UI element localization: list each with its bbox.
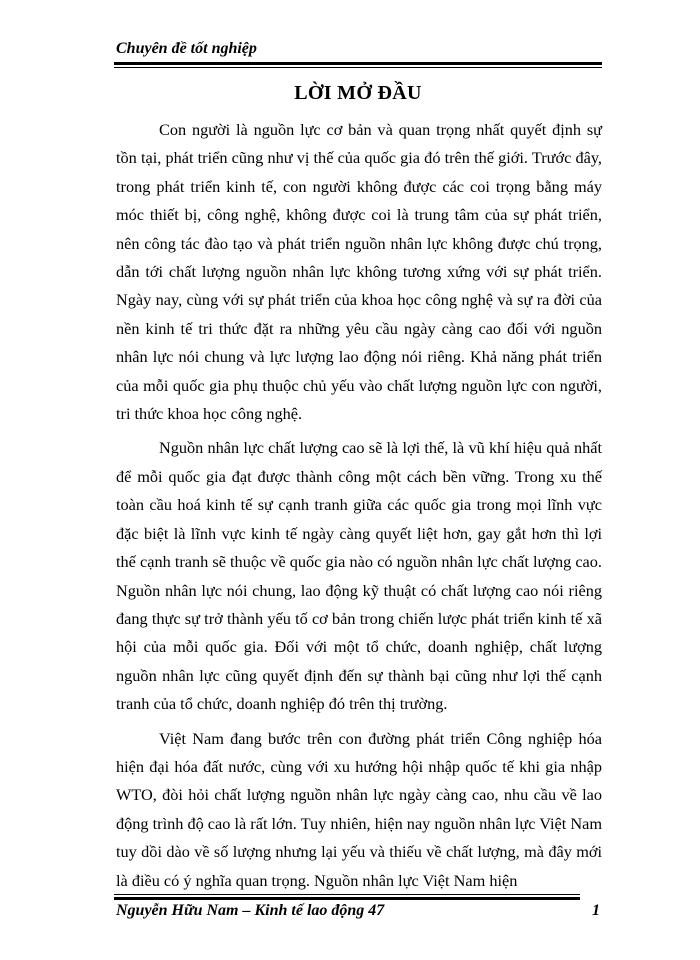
header-rule	[114, 62, 602, 65]
footer-rule	[114, 897, 580, 900]
page-title: LỜI MỞ ĐẦU	[294, 82, 422, 104]
footer-rule-thin	[114, 894, 580, 895]
paragraph: Việt Nam đang bước trên con đường phát triển Công nghiệp hóa hiện đại hóa đất nước, cùng với xu hướng hội nhập quốc tế khi gia nhập WTO, đòi hỏi chất lượng nguồn nhân lực ngày càng cao, nhu cầu về lao động trình độ cao là rất lớn. Tuy nhiên, hiện nay nguồn nhân lực Việt Nam tuy dồi dào về số lượng nhưng lại yếu và thiếu về chất lượng, mà đây mới là điều có ý nghĩa quan trọng. Nguồn nhân lực Việt Nam hiện	[116, 728, 602, 890]
paragraph: Con người là nguồn lực cơ bản và quan trọng nhất quyết định sự tồn tại, phát triển cũng như vị thế của quốc gia đó trên thế giới. Trước đây, trong phát triển kinh tế, con người không được các coi trọng bằng máy móc thiết bị, công nghệ, không được coi là trung tâm của sự phát triển, nên công tác đào tạo và phát triển nguồn nhân lực không được chú trọng, dẫn tới chất lượng nguồn nhân lực không tương xứng với sự phát triển. Ngày nay, cùng với sự phát triển của khoa học công nghệ và sự ra đời của nền kinh tế tri thức đặt ra những yêu cầu ngày càng cao đối với nguồn nhân lực nói chung và lực lượng lao động nói riêng. Khả năng phát triển của mỗi quốc gia phụ thuộc chủ yếu vào chất lượng nguồn lực con người, tri thức khoa học công nghệ.	[116, 120, 602, 424]
footer-author: Nguyễn Hữu Nam – Kinh tế lao động 47	[116, 902, 385, 919]
body-text	[116, 116, 602, 901]
page-number: 1	[592, 902, 600, 919]
paragraph: Nguồn nhân lực chất lượng cao sẽ là lợi thế, là vũ khí hiệu quả nhất để mỗi quốc gia đạt được thành công một cách bền vững. Trong xu thế toàn cầu hoá kinh tế sự cạnh tranh giữa các quốc gia trong mọi lĩnh vực đặc biệt là lĩnh vực kinh tế ngày càng quyết liệt hơn, gay gắt hơn thì lợi thế cạnh tranh sẽ thuộc về quốc gia nào có nguồn nhân lực chất lượng cao. Nguồn nhân lực nói chung, lao động kỹ thuật có chất lượng cao nói riêng đang thực sự trở thành yếu tố cơ bản trong chiến lược phát triển kinh tế xã hội của mỗi quốc gia. Đối với một tổ chức, doanh nghiệp, chất lượng nguồn nhân lực cũng quyết định đến sự thành bại cũng như lợi thế cạnh tranh của tổ chức, doanh nghiệp đó trên thị trường.	[116, 438, 602, 714]
header-rule-thin	[114, 67, 602, 68]
header-title: Chuyên đề tốt nghiệp	[116, 40, 257, 57]
